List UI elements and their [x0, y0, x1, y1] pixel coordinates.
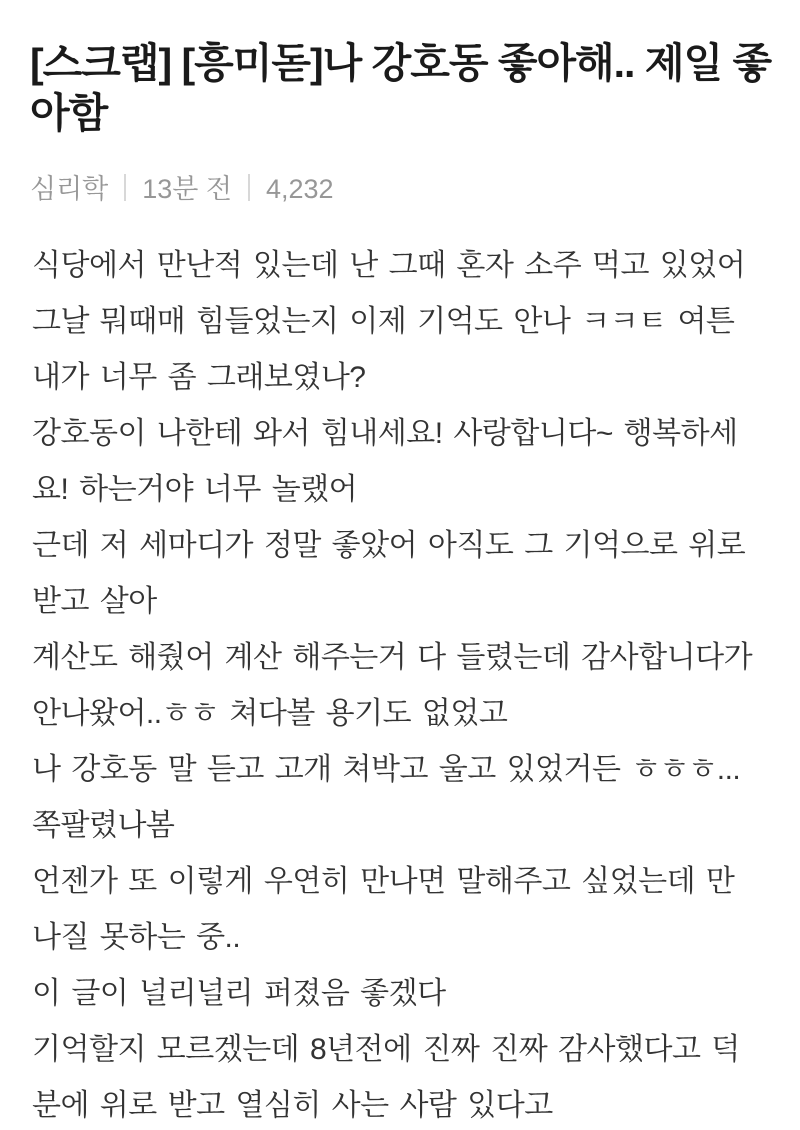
body-text-line: 내가 너무 좀 그래보였나?	[32, 361, 366, 394]
body-text-line: 쪽팔렸나봄	[32, 809, 175, 842]
body-text-line: 강호동이 나한테 와서 힘내세요! 사랑합니다~ 행복하세	[32, 417, 738, 450]
body-text-line: 분에 위로 받고 열심히 사는 사람 있다고	[32, 1089, 553, 1122]
body-text-line: 식당에서 만난적 있는데 난 그때 혼자 소주 먹고 있었어	[32, 249, 746, 282]
body-text-line: 요! 하는거야 너무 놀랬어	[32, 473, 358, 506]
body-text-line: 그날 뭐때매 힘들었는지 이제 기억도 안나 ㅋㅋㅌ 여튼	[32, 305, 735, 338]
meta-divider	[248, 174, 250, 201]
body-text-line: 기억할지 모르겠는데 8년전에 진짜 진짜 감사했다고 덕	[32, 1033, 740, 1066]
post-body	[32, 238, 800, 1130]
body-text-line: 근데 저 세마디가 정말 좋았어 아직도 그 기억으로 위로	[32, 529, 746, 562]
body-text-line: 이 글이 널리널리 퍼졌음 좋겠다	[32, 977, 446, 1010]
body-text-line: 나 강호동 말 듣고 고개 쳐박고 울고 있었거든 ㅎㅎㅎ...	[32, 753, 741, 786]
post-meta	[30, 174, 770, 204]
meta-divider	[124, 174, 126, 201]
body-text-line: 안나왔어..ㅎㅎ 쳐다볼 용기도 없었고	[32, 697, 508, 730]
post-time: 13분 전	[142, 174, 232, 204]
board-name[interactable]: 심리학	[30, 174, 109, 204]
body-text-line: 언젠가 또 이렇게 우연히 만나면 말해주고 싶었는데 만	[32, 865, 735, 898]
body-text-line: 계산도 해줬어 계산 해주는거 다 들렸는데 감사합니다가	[32, 641, 753, 674]
body-text-line: 나질 못하는 중..	[32, 921, 241, 954]
view-count: 4,232	[265, 174, 334, 204]
body-text-line: 받고 살아	[32, 585, 157, 618]
post-title: [스크랩] [흥미돋]나 강호동 좋아해.. 제일 좋아함	[30, 40, 772, 136]
